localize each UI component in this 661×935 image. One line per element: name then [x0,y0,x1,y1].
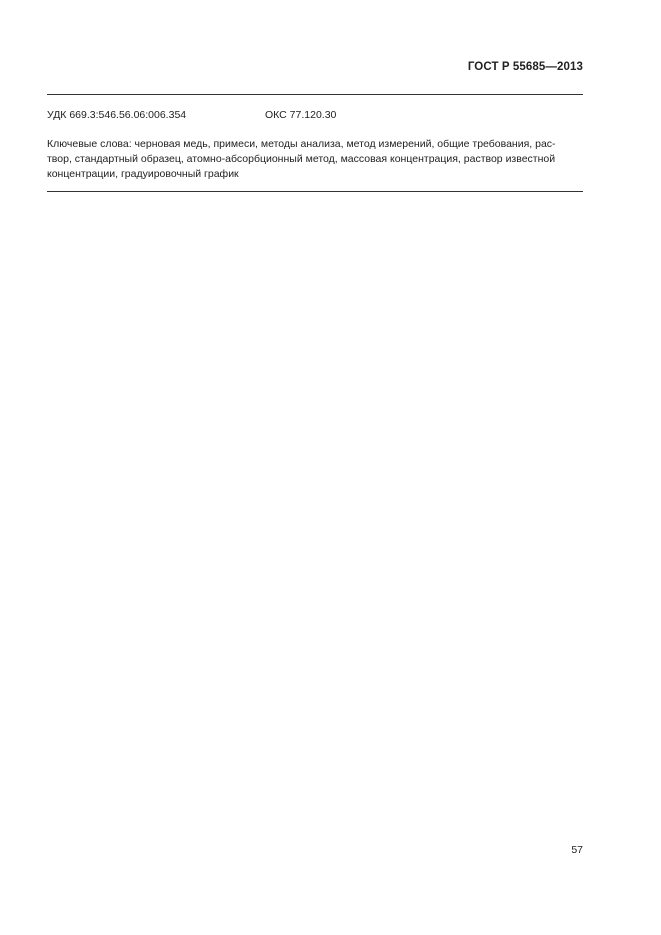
bottom-divider [47,191,583,192]
keywords-line: твор, стандартный образец, атомно-абсорбционный метод, массовая концентрация, раствор известной [47,153,556,165]
classification-line [47,109,337,121]
keywords-line: Ключевые слова: черновая медь, примеси, методы анализа, метод измерений, общие требования, рас- [47,138,556,150]
top-divider [47,94,583,95]
standard-code: ГОСТ Р 55685—2013 [467,61,583,73]
keywords-block [47,137,583,182]
keywords-line: концентрации, градуировочный график [47,168,239,180]
oks-code: ОКС 77.120.30 [265,109,337,121]
page-number: 57 [571,844,583,856]
udk-code: УДК 669.3:546.56.06:006.354 [47,109,187,121]
